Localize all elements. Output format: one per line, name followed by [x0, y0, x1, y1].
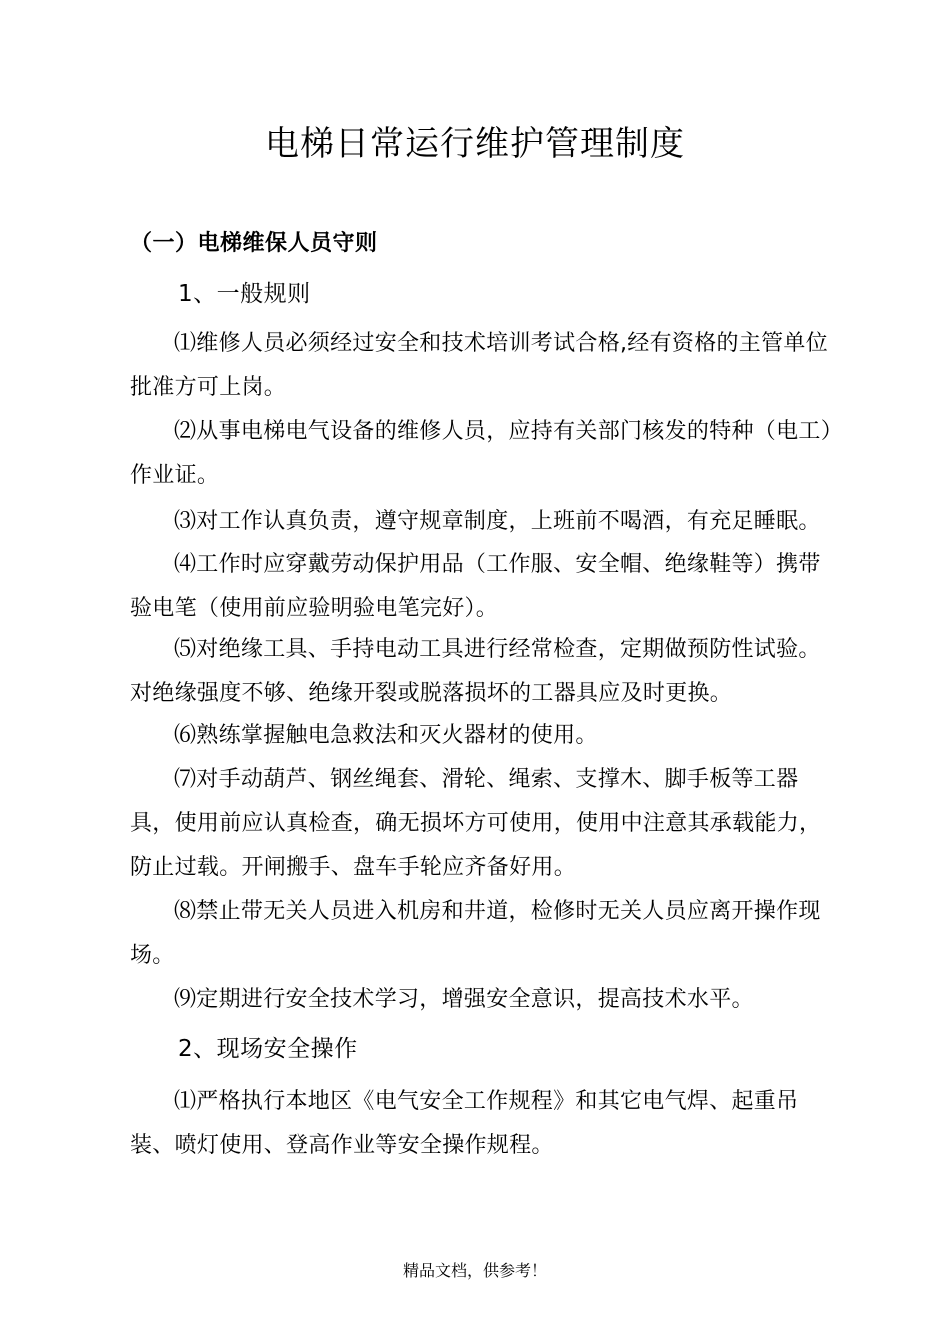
safety-item-1: ⑴严格执行本地区《电气安全工作规程》和其它电气焊、起重吊装、喷灯使用、登高作业等安全操作规程。	[130, 1089, 799, 1158]
rule-item-1: ⑴维修人员必须经过安全和技术培训考试合格,经有资格的主管单位批准方可上岗。	[130, 331, 828, 400]
page-footer: 精品文档，供参考！	[402, 1261, 547, 1280]
subsection-heading-general-rules: 1、一般规则	[178, 281, 311, 307]
rule-item-6: ⑹熟练掌握触电急救法和灭火器材的使用。	[174, 723, 598, 748]
subsection-heading-onsite-safety: 2、现场安全操作	[178, 1036, 358, 1062]
rule-item-7: ⑺对手动葫芦、钢丝绳套、滑轮、绳索、支撑木、脚手板等工器具，使用前应认真检查，确无损坏方可使用，使用中注意其承载能力，防止过载。开闸搬手、盘车手轮应齐备好用。	[130, 767, 822, 880]
section-heading: （一）电梯维保人员守则	[130, 231, 378, 256]
rule-item-3: ⑶对工作认真负责，遵守规章制度，上班前不喝酒，有充足睡眠。	[174, 509, 821, 534]
rule-item-9: ⑼定期进行安全技术学习，增强安全意识，提高技术水平。	[174, 987, 754, 1012]
rule-item-2: ⑵从事电梯电气设备的维修人员，应持有关部门核发的特种（电工）作业证。	[130, 419, 833, 488]
rule-item-4: ⑷工作时应穿戴劳动保护用品（工作服、安全帽、绝缘鞋等）携带验电笔（使用前应验明验电笔完好）。	[130, 552, 821, 621]
rule-item-8: ⑻禁止带无关人员进入机房和井道，检修时无关人员应离开操作现场。	[130, 899, 821, 968]
page-title: 电梯日常运行维护管理制度	[265, 124, 685, 164]
rule-item-5: ⑸对绝缘工具、手持电动工具进行经常检查，定期做预防性试验。对绝缘强度不够、绝缘开裂或脱落损坏的工器具应及时更换。	[130, 637, 821, 706]
